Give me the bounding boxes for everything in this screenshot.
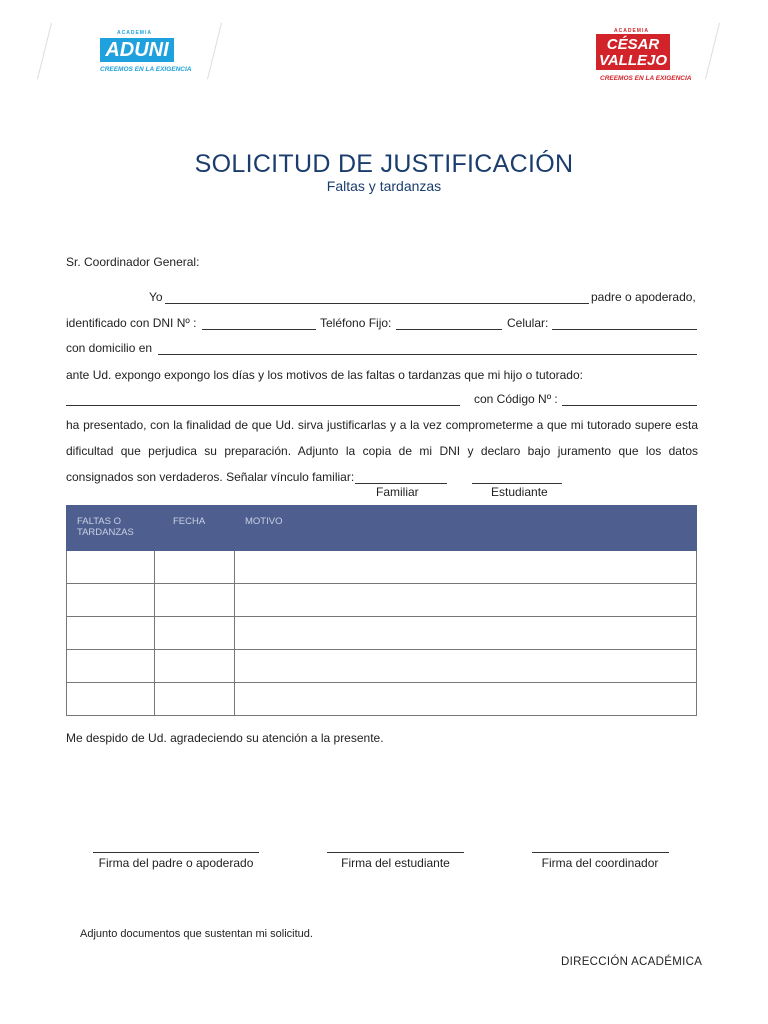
footer-direction: DIRECCIÓN ACADÉMICA (561, 956, 703, 968)
table-header-row (67, 506, 697, 551)
cv-logo-name (596, 34, 670, 70)
document-subtitle: Faltas y tardanzas (326, 178, 442, 194)
parent-label: padre o apoderado, (591, 290, 696, 304)
address-label: con domicilio en (66, 341, 153, 355)
aduni-logo-small: ACADEMIA (117, 30, 152, 36)
cell-faltas[interactable] (67, 650, 155, 683)
cell-motivo[interactable] (235, 551, 697, 584)
signature-label-coordinator: Firma del coordinador (541, 856, 659, 870)
cell-motivo[interactable] (235, 650, 697, 683)
dni-field[interactable] (202, 329, 316, 330)
absences-table (66, 505, 697, 716)
name-field[interactable] (165, 303, 589, 304)
attachment-note: Adjunto documentos que sustentan mi solicitud. (80, 928, 313, 940)
cv-logo-line1: CÉSAR (606, 36, 660, 53)
table-row (67, 617, 697, 650)
code-label: con Código Nº : (474, 392, 558, 406)
cesar-vallejo-logo (590, 28, 710, 88)
cell-motivo[interactable] (235, 584, 697, 617)
cell-fecha[interactable] (155, 551, 235, 584)
header-motivo: MOTIVO (235, 506, 697, 551)
cell-field[interactable] (552, 329, 697, 330)
table-row (67, 551, 697, 584)
cell-fecha[interactable] (155, 683, 235, 716)
phone-label: Teléfono Fijo: (320, 316, 392, 330)
signature-label-student: Firma del estudiante (341, 856, 450, 870)
closing-text: Me despido de Ud. agradeciendo su atención a la presente. (66, 731, 384, 745)
aduni-logo-name: ADUNI (100, 38, 174, 62)
cell-motivo[interactable] (235, 617, 697, 650)
cell-faltas[interactable] (67, 551, 155, 584)
estudiante-label: Estudiante (491, 485, 548, 499)
cell-fecha[interactable] (155, 650, 235, 683)
estudiante-field[interactable] (472, 483, 562, 484)
signature-line-student[interactable] (327, 852, 464, 853)
code-field[interactable] (562, 405, 697, 406)
cell-faltas[interactable] (67, 584, 155, 617)
cell-label: Celular: (507, 316, 549, 330)
header-faltas: FALTAS O TARDANZAS (67, 506, 155, 551)
signature-label-parent: Firma del padre o apoderado (98, 856, 254, 870)
document-title: SOLICITUD DE JUSTIFICACIÓN (194, 150, 574, 178)
relationship-text: consignados son verdaderos. Señalar vínculo familiar: (66, 470, 355, 484)
phone-field[interactable] (396, 329, 502, 330)
salutation: Sr. Coordinador General: (66, 255, 200, 269)
yo-label: Yo (149, 290, 163, 304)
aduni-logo-tagline: CREEMOS EN LA EXIGENCIA (100, 66, 192, 73)
table-row (67, 650, 697, 683)
cell-fecha[interactable] (155, 584, 235, 617)
familiar-label: Familiar (376, 485, 419, 499)
aduni-logo (100, 30, 220, 86)
dni-label: identificado con DNI Nº : (66, 316, 197, 330)
signature-line-parent[interactable] (93, 852, 259, 853)
justification-paragraph: ha presentado, con la finalidad de que Ud. sirva justificarlas y a la vez comprometerme a que mi tutorado supere esta dificultad que perjudica su preparación. Adjunto la copia de mi DNI y declaro bajo juramento que los datos (66, 418, 698, 458)
table-row (67, 584, 697, 617)
signature-line-coordinator[interactable] (532, 852, 669, 853)
address-field[interactable] (158, 354, 697, 355)
cell-fecha[interactable] (155, 617, 235, 650)
cv-logo-line2: VALLEJO (598, 52, 668, 69)
divider-slash (37, 23, 52, 80)
cell-faltas[interactable] (67, 617, 155, 650)
table-row (67, 683, 697, 716)
student-name-field[interactable] (66, 405, 460, 406)
expose-text: ante Ud. expongo expongo los días y los motivos de las faltas o tardanzas que mi hijo o tutorado: (66, 368, 583, 382)
cell-faltas[interactable] (67, 683, 155, 716)
cell-motivo[interactable] (235, 683, 697, 716)
familiar-field[interactable] (355, 483, 447, 484)
cv-logo-small: ACADEMIA (614, 28, 649, 34)
cv-logo-tagline: CREEMOS EN LA EXIGENCIA (600, 75, 692, 82)
header-fecha: FECHA (155, 506, 235, 551)
